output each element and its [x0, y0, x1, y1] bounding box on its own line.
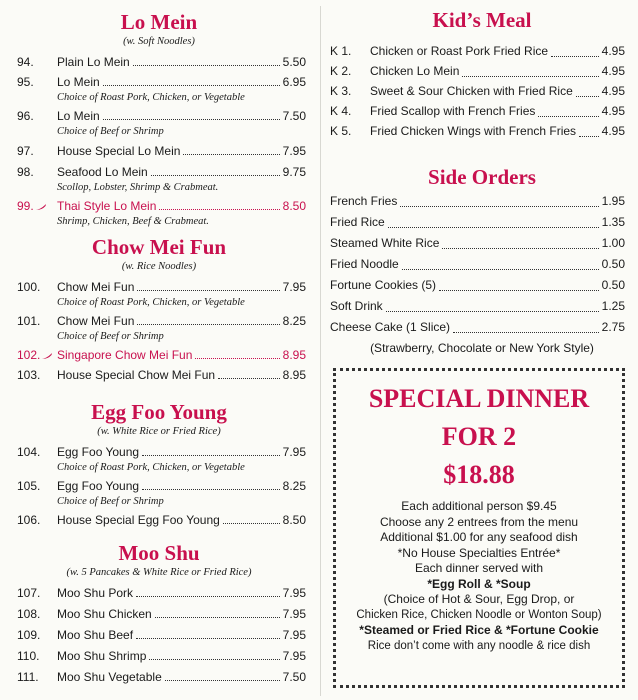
menu-item: French Fries 1.95 [330, 194, 625, 208]
menu-item: K 4. Fried Scallop with French Fries 4.95 [330, 104, 625, 118]
item-description: Choice of Beef or Shrimp [57, 331, 164, 342]
section-subtitle: (w. Rice Noodles) [121, 261, 197, 272]
special-line: (Choice of Hot & Sour, Egg Drop, or [383, 592, 575, 606]
special-details [336, 499, 622, 654]
menu-item: 97. House Special Lo Mein 7.95 [17, 144, 306, 158]
item-description: Shrimp, Chicken, Beef & Crabmeat. [57, 216, 209, 227]
special-line: Additional $1.00 for any seafood dish [380, 530, 578, 544]
special-line: Each additional person $9.45 [401, 499, 557, 513]
column-divider [320, 6, 321, 696]
menu-item: 110. Moo Shu Shrimp 7.95 [17, 649, 306, 663]
menu-item: Steamed White Rice 1.00 [330, 236, 625, 250]
special-subtitle: FOR 2 [441, 422, 517, 451]
cheese-cake-flavors: (Strawberry, Chocolate or New York Style) [370, 341, 594, 355]
menu-item: 96. Lo Mein 7.50 [17, 109, 306, 123]
section-subtitle: (w. White Rice or Fried Rice) [97, 426, 221, 437]
menu-item: K 5. Fried Chicken Wings with French Fries 4.95 [330, 124, 625, 138]
item-description: Scollop, Lobster, Shrimp & Crabmeat. [57, 182, 219, 193]
special-line: Each dinner served with [414, 561, 544, 575]
special-dinner-box [333, 368, 625, 688]
kids-meal-section [326, 0, 638, 141]
special-line: *No House Specialties Entrée* [397, 545, 561, 560]
menu-item: K 2. Chicken Lo Mein 4.95 [330, 64, 625, 78]
right-column [326, 0, 638, 355]
section-title: Chow Mei Fun [91, 235, 227, 259]
menu-item: K 1. Chicken or Roast Pork Fried Rice 4.95 [330, 44, 625, 58]
menu-item: 100. Chow Mei Fun 7.95 [17, 280, 306, 294]
chili-pepper-icon [35, 203, 47, 211]
menu-item: 109. Moo Shu Beef 7.95 [17, 628, 306, 642]
item-description: Choice of Roast Pork, Chicken, or Vegetable [57, 297, 245, 308]
lo-mein-section [0, 0, 318, 229]
section-title: Side Orders [428, 165, 536, 189]
menu-item-spicy: 99. Thai Style Lo Mein 8.50 [17, 199, 306, 213]
menu-item: Fried Rice 1.35 [330, 215, 625, 229]
section-title: Egg Foo Young [91, 400, 227, 424]
menu-item: 101. Chow Mei Fun 8.25 [17, 314, 306, 328]
section-title: Kid’s Meal [432, 8, 532, 32]
moo-shu-section [0, 540, 318, 685]
special-line: Rice don’t come with any noodle & rice dish [367, 639, 591, 652]
menu-item: 104. Egg Foo Young 7.95 [17, 445, 306, 459]
menu-item-spicy: 102. Singapore Chow Mei Fun 8.95 [17, 348, 306, 362]
left-column [0, 0, 318, 684]
menu-item: 111. Moo Shu Vegetable 7.50 [17, 670, 306, 684]
item-description: Choice of Roast Pork, Chicken, or Vegetable [57, 462, 245, 473]
egg-foo-young-section [0, 399, 318, 528]
chow-mei-fun-section [0, 234, 318, 383]
item-description: Choice of Roast Pork, Chicken, or Vegetable [57, 92, 245, 103]
section-title: Lo Mein [120, 10, 198, 34]
menu-item: Fried Noodle 0.50 [330, 257, 625, 271]
special-title: SPECIAL DINNER [368, 384, 590, 413]
special-line: Choose any 2 entrees from the menu [379, 514, 579, 529]
special-line: Chicken Rice, Chicken Noodle or Wonton Soup) [356, 608, 602, 621]
item-description: Choice of Beef or Shrimp [57, 126, 164, 137]
menu-item: 95. Lo Mein 6.95 [17, 75, 306, 89]
menu-item: K 3. Sweet & Sour Chicken with Fried Rice 4.95 [330, 84, 625, 98]
section-subtitle: (w. 5 Pancakes & White Rice or Fried Rice) [66, 567, 252, 578]
side-orders-section [326, 164, 638, 357]
special-line: *Egg Roll & *Soup [427, 576, 531, 591]
menu-item: Cheese Cake (1 Slice) 2.75 [330, 320, 625, 334]
special-price: $18.88 [443, 460, 515, 489]
menu-item: 106. House Special Egg Foo Young 8.50 [17, 513, 306, 527]
menu-item: 105. Egg Foo Young 8.25 [17, 479, 306, 493]
special-line: *Steamed or Fried Rice & *Fortune Cookie [359, 623, 599, 637]
menu-item: Soft Drink 1.25 [330, 299, 625, 313]
section-title: Moo Shu [118, 541, 200, 565]
section-subtitle: (w. Soft Noodles) [123, 36, 195, 47]
menu-item: Fortune Cookies (5) 0.50 [330, 278, 625, 292]
menu-item: 107. Moo Shu Pork 7.95 [17, 586, 306, 600]
item-description: Choice of Beef or Shrimp [57, 496, 164, 507]
menu-item: 94. Plain Lo Mein 5.50 [17, 55, 306, 69]
menu-item: 108. Moo Shu Chicken 7.95 [17, 607, 306, 621]
menu-item: 103. House Special Chow Mei Fun 8.95 [17, 368, 306, 382]
chili-pepper-icon [41, 352, 53, 360]
menu-item: 98. Seafood Lo Mein 9.75 [17, 165, 306, 179]
